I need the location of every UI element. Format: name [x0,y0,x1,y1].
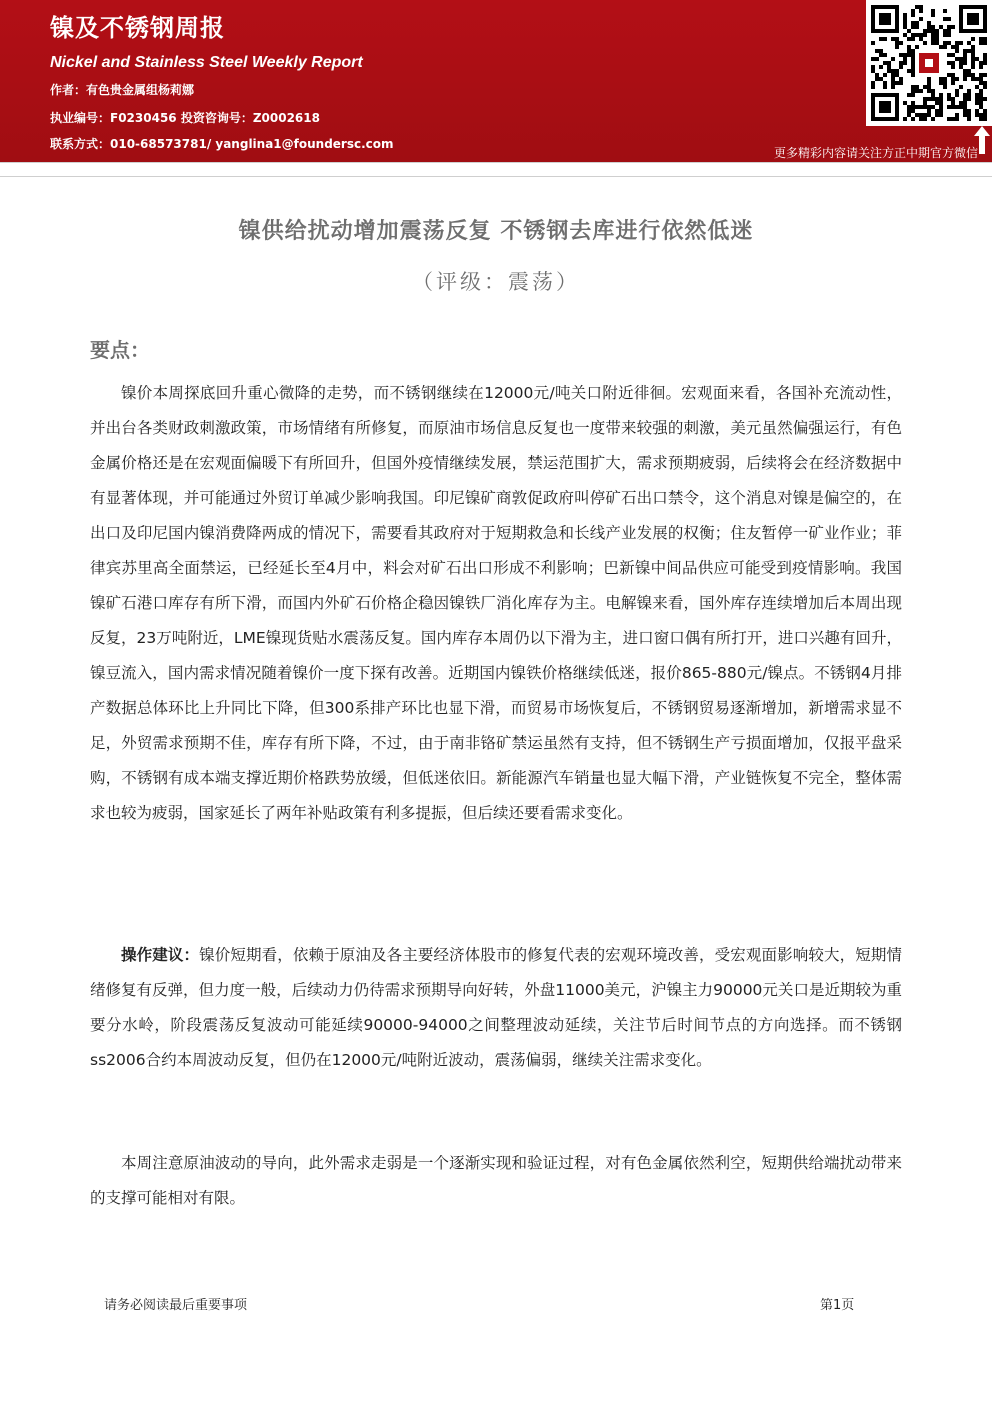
trading-advice-text: 镍价短期看，依赖于原油及各主要经济体股市的修复代表的宏观环境改善，受宏观面影响较大，短期情绪修复有反弹，但力度一般，后续动力仍待需求预期导向好转，外盘11000美元，沪镍主力90000元关口是近期较为重要分水岭，阶段震荡反复波动可能延续90000-94000之间整理波动延续，关注节后时间节点的方向选择。而不锈钢ss2006合约本周波动反复，但仍在12000元/吨附近波动，震荡偏弱，继续关注需求变化。 [90,946,902,1069]
author-line: 作者：有色贵金属组杨莉娜 [50,83,195,97]
qr-code-icon [871,5,987,121]
report-title: 镍及不锈钢周报 [50,14,225,42]
paragraph-outlook: 本周注意原油波动的导向，此外需求走弱是一个逐渐实现和验证过程，对有色金属依然利空，短期供给端扰动带来的支撑可能相对有限。 [90,1154,902,1207]
report-header [0,0,992,162]
paragraph-market-review: 镍价本周探底回升重心微降的走势，而不锈钢继续在12000元/吨关口附近徘徊。宏观面来看，各国补充流动性，并出台各类财政刺激政策，市场情绪有所修复，而原油市场信息反复也一度带来较强的刺激，美元虽然偏强运行，有色金属价格还是在宏观面偏暖下有所回升，但国外疫情继续发展，禁运范围扩大，需求预期疲弱，后续将会在经济数据中有显著体现，并可能通过外贸订单减少影响我国。印尼镍矿商敦促政府叫停矿石出口禁令，这个消息对镍是偏空的，在出口及印尼国内镍消费降两成的情况下，需要看其政府对于短期救急和长线产业发展的权衡；住友暂停一矿业作业；菲律宾苏里高全面禁运，已经延长至4月中，料会对矿石出口形成不利影响；巴新镍中间品供应可能受到疫情影响。我国镍矿石港口库存有所下滑，而国内外矿石价格企稳因镍铁厂消化库存为主。电解镍来看，国外库存连续增加后本周出现反复，23万吨附近，LME镍现货贴水震荡反复。国内库存本周仍以下滑为主，进口窗口偶有所打开，进口兴趣有回升，镍豆流入，国内需求情况随着镍价一度下探有改善。近期国内镍铁价格继续低迷，报价865-880元/镍点。不锈钢4月排产数据总体环比上升同比下降，但300系排产环比也显下滑，而贸易市场恢复后，不锈钢贸易逐渐增加，新增需求显不足，外贸需求预期不佳，库存有所下降，不过，由于南非铬矿禁运虽然有支持，但不锈钢生产亏损面增加，仅报平盘采购，不锈钢有成本端支撑近期价格跌势放缓，但低迷依旧。新能源汽车销量也显大幅下滑，产业链恢复不完全，整体需求也较为疲弱，国家延长了两年补贴政策有利多提振，但后续还要看需求变化。 [90,384,902,822]
paragraph-trading-advice [90,938,902,1078]
section-heading-key-points: 要点： [90,338,150,362]
report-subtitle-en: Nickel and Stainless Steel Weekly Report [50,54,363,71]
document-rating: （评级：震荡） [412,270,580,294]
footer-page-number: 第1页 [820,1298,855,1313]
header-divider [0,162,992,163]
wechat-follow-note: 更多精彩内容请关注方正中期官方微信 [773,146,978,160]
trading-advice-label: 操作建议： [121,946,200,964]
contact-line: 联系方式：010-68573781/ yanglina1@foundersc.com [50,137,394,151]
license-line: 执业编号：F0230456 投资咨询号：Z0002618 [50,111,320,125]
document-title: 镍供给扰动增加震荡反复 不锈钢去库进行依然低迷 [238,219,754,244]
footer-disclaimer: 请务必阅读最后重要事项 [104,1298,248,1313]
header-divider-secondary [0,176,992,177]
qr-code [866,0,992,126]
